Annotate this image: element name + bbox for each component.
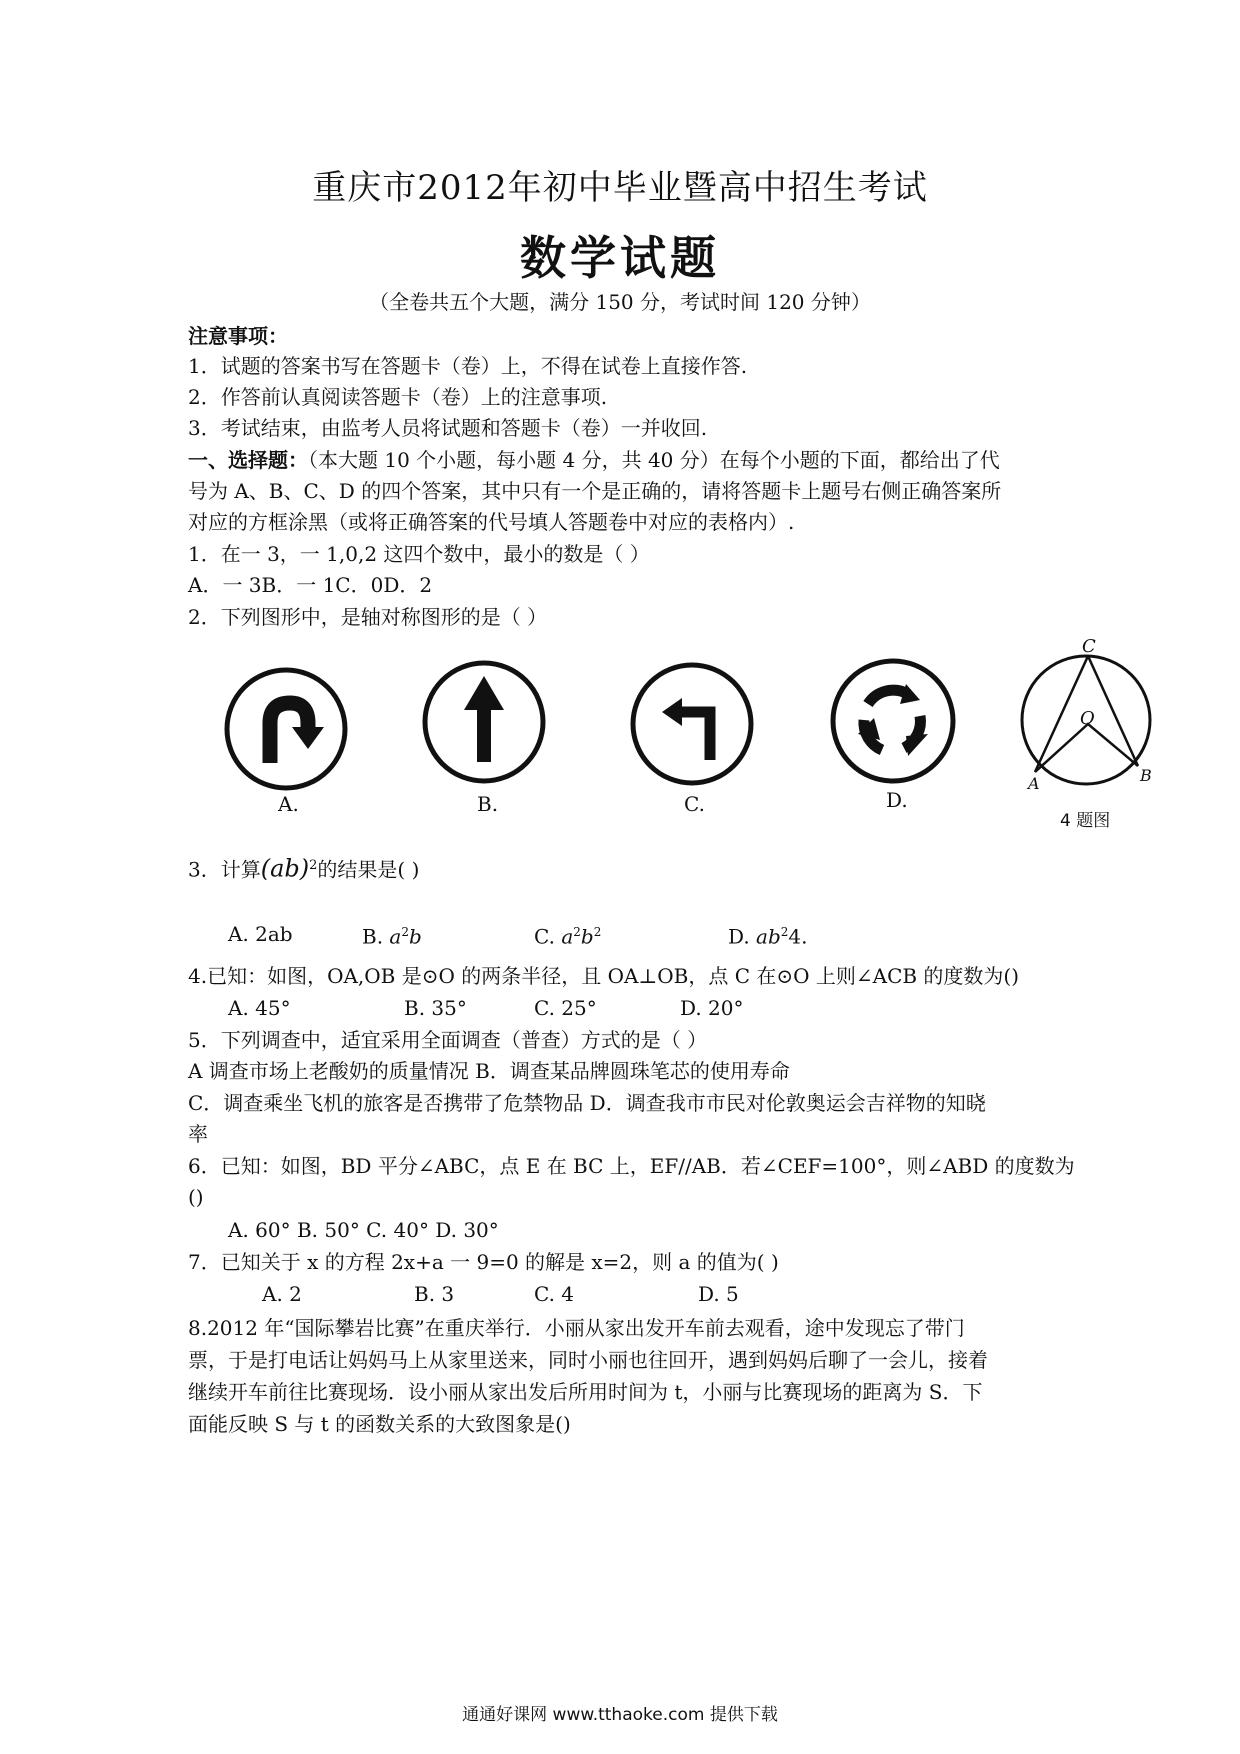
sign-a-label: A. <box>278 792 299 816</box>
sign-d-roundabout-icon <box>828 656 958 786</box>
q2-stem: 2．下列图形中，是轴对称图形的是（ ） <box>188 605 548 629</box>
point-b-label: B <box>1140 766 1152 785</box>
sign-a-uturn-icon <box>222 665 350 793</box>
q8-line-2: 票，于是打电话让妈妈马上从家里送来，同时小丽也往回开，遇到妈妈后聊了一会儿，接着 <box>188 1348 988 1372</box>
q3-option-d: D. $ab^24$. <box>728 924 808 949</box>
footer-credit: 通通好课网 www.tthaoke.com 提供下载 <box>462 1705 778 1725</box>
q7-stem: 7．已知关于 x 的方程 2x+a 一 9=0 的解是 x=2，则 a 的值为( ) <box>188 1250 779 1274</box>
q5-options-cd: C．调查乘坐飞机的旅客是否携带了危禁物品 D．调查我市市民对伦敦奥运会吉祥物的知晓 <box>188 1091 986 1115</box>
section1-line1 <box>188 446 1000 474</box>
point-c-label: C <box>1082 636 1096 657</box>
q4-option-a: A. 45° <box>228 996 291 1020</box>
q1-options: A．一 3B．一 1C．0D．2 <box>188 573 433 597</box>
section1-desc-3: 对应的方框涂黑（或将正确答案的代号填人答题卷中对应的表格内）. <box>188 510 795 534</box>
q6-stem-cont: () <box>188 1185 204 1209</box>
q3-stem: 3．计算(ab)$^2$的结果是( ) <box>188 854 420 883</box>
q7-option-a: A. 2 <box>262 1282 302 1306</box>
q8-line-3: 继续开车前往比赛现场．设小丽从家出发后所用时间为 t，小丽与比赛现场的距离为 S．下 <box>188 1380 983 1404</box>
subject-title: 数学试题 <box>520 231 720 285</box>
sign-b-label: B. <box>477 792 499 816</box>
point-a-label: A <box>1028 774 1040 793</box>
q8-line-1: 8.2012 年“国际攀岩比赛”在重庆举行．小丽从家出发开车前去观看，途中发现忘了带门 <box>188 1316 965 1340</box>
q4-option-c: C. 25° <box>534 996 597 1020</box>
section1-desc-2: 号为 A、B、C、D 的四个答案，其中只有一个是正确的，请将答题卡上题号右侧正确答案所 <box>188 479 1002 503</box>
exam-title: 重庆市2012年初中毕业暨高中招生考试 <box>312 168 928 208</box>
notice-item-2: 2．作答前认真阅读答题卡（卷）上的注意事项. <box>188 385 608 409</box>
sign-d-label: D. <box>886 788 908 812</box>
sign-c-label: C. <box>684 792 705 816</box>
q4-stem: 4.已知：如图，OA,OB 是⊙O 的两条半径，且 OA⊥OB，点 C 在⊙O 上则∠ACB 的度数为() <box>188 964 1020 988</box>
q7-option-c: C. 4 <box>534 1282 575 1306</box>
q5-options-ab: A 调查市场上老酸奶的质量情况 B．调查某品牌圆珠笔芯的使用寿命 <box>188 1059 790 1083</box>
q5-options-cont: 率 <box>188 1122 208 1146</box>
sign-b-straight-arrow-icon <box>420 658 548 786</box>
notice-item-3: 3．考试结束，由监考人员将试题和答题卡（卷）一并收回. <box>188 416 708 440</box>
q1-stem: 1．在一 3，一 1,0,2 这四个数中，最小的数是（ ） <box>188 542 650 566</box>
sign-c-left-turn-icon <box>628 660 756 788</box>
q3-option-c: C. $a^2b^2$ <box>534 924 602 949</box>
section1-desc-1: （本大题 10 个小题，每小题 4 分，共 40 分）在每个小题的下面，都给出了代 <box>308 448 1000 472</box>
q7-option-b: B. 3 <box>414 1282 455 1306</box>
q6-stem: 6．已知：如图，BD 平分∠ABC，点 E 在 BC 上，EF//AB．若∠CEF=100°，则∠ABD 的度数为 <box>188 1154 1075 1178</box>
fig4-caption: 4 题图 <box>1060 811 1111 831</box>
q3-option-a: A. 2ab <box>228 922 293 946</box>
section1-heading: 一、选择题： <box>188 448 308 472</box>
q6-options: A. 60° B. 50° C. 40° D. 30° <box>228 1218 499 1242</box>
q4-option-b: B. 35° <box>404 996 467 1020</box>
q5-stem: 5．下列调查中，适宜采用全面调查（普查）方式的是（ ） <box>188 1028 708 1052</box>
q7-option-d: D. 5 <box>698 1282 739 1306</box>
notice-heading: 注意事项： <box>188 324 288 348</box>
notice-item-1: 1．试题的答案书写在答题卡（卷）上，不得在试卷上直接作答. <box>188 354 748 378</box>
point-o-label: O <box>1080 708 1095 729</box>
q8-line-4: 面能反映 S 与 t 的函数关系的大致图象是() <box>188 1412 571 1436</box>
exam-note: （全卷共五个大题，满分 150 分，考试时间 120 分钟） <box>369 290 871 314</box>
q4-option-d: D. 20° <box>680 996 744 1020</box>
q3-option-b: B. $a^2b$ <box>362 924 422 949</box>
